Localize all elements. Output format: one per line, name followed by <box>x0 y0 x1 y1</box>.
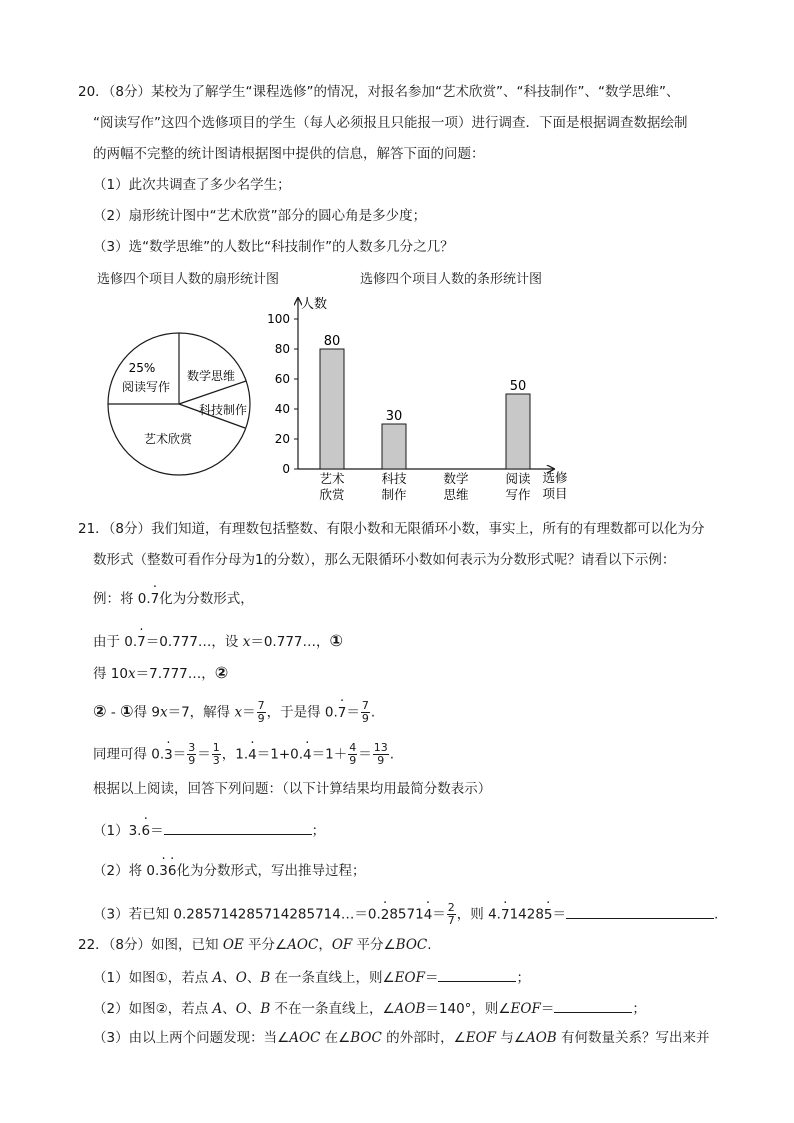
text: 由于 0. <box>93 634 138 650</box>
q21-text-line-2: 数形式（整数可看作分母为1的分数），那么无限循环小数如何表示为分数形式呢？请看以下示例： <box>93 552 676 568</box>
repeating-digit: · 5 <box>544 906 553 924</box>
denominator: 7 <box>447 914 455 927</box>
text: 同理可得 0. <box>93 746 165 763</box>
q20-text-line-1: 20．（8分）某校为了解学生“课程选修”的情况，对报名参加“艺术欣赏”、“科技制作”、“数学思维”、 <box>78 84 680 100</box>
q22-subquestion-1 <box>93 967 530 987</box>
pie-chart <box>95 325 270 485</box>
q21-example <box>93 590 254 608</box>
y-tick-label: 100 <box>267 312 290 326</box>
text: . <box>427 937 432 953</box>
text: 22．（8分）如图，已知 <box>78 937 223 953</box>
text: 化为分数形式， <box>159 591 254 607</box>
text: （2）将 0. <box>93 863 160 879</box>
q20-subquestion-3: （3）选“数学思维”的人数比“科技制作”的人数多几分之几？ <box>93 239 454 255</box>
pie-slice-label-reading: 阅读写作 <box>121 380 171 394</box>
q21-reading-prompt: 根据以上阅读，回答下列问题：（以下计算结果均用最简分数表示） <box>93 781 492 797</box>
circled-number-2: ② <box>214 663 229 682</box>
q20-text-line-2: “阅读写作”这四个选修项目的学生（每人必须报且只能报一项）进行调查．下面是根据调查数据绘制 <box>93 115 688 131</box>
x-axis-label-line-1: 选修 <box>542 470 568 485</box>
text: 得 10 <box>93 666 128 682</box>
text: 平分∠ <box>352 937 396 953</box>
text: 与∠ <box>496 1030 526 1046</box>
math-symbol: AOB <box>394 1001 426 1017</box>
text: 有何数量关系？写出来并 <box>556 1030 710 1046</box>
q20-subquestion-1: （1）此次共调查了多少名学生； <box>93 177 291 193</box>
repeating-digit: · 3 <box>164 746 173 764</box>
text: 在∠ <box>320 1030 351 1046</box>
fraction <box>373 742 389 767</box>
text: 例：将 0. <box>93 591 151 607</box>
x-category-label: 艺术 <box>319 471 345 486</box>
fraction <box>361 700 370 725</box>
bar-2 <box>382 424 406 469</box>
text: ＝ <box>424 970 439 986</box>
text: ＝ <box>358 746 372 763</box>
text: ＝1+0. <box>256 746 304 763</box>
q21-part-3 <box>93 902 718 927</box>
text: 、 <box>222 970 236 986</box>
text: . <box>714 906 719 923</box>
x-category-label: 写作 <box>505 487 531 502</box>
x-category-label: 阅读 <box>505 471 531 486</box>
pie-slice-label-tech: 科技制作 <box>198 403 248 417</box>
pie-slice-label-math: 数学思维 <box>186 369 236 383</box>
text: ＝7，解得 <box>167 704 235 721</box>
text: 、 <box>246 970 261 986</box>
point-label: A <box>212 970 223 986</box>
repeating-digit: · 7 <box>137 633 146 651</box>
repeating-digit: · 2 <box>381 906 390 924</box>
numerator: 13 <box>373 741 388 754</box>
text: 8571 <box>389 906 424 923</box>
denominator: 9 <box>257 712 265 725</box>
text: . <box>389 746 395 763</box>
math-symbol: OE <box>222 937 244 953</box>
q20-text-line-3: 的两幅不完整的统计图请根据图中提供的信息，解答下面的问题： <box>93 146 485 162</box>
math-symbol: AOC <box>287 937 319 953</box>
point-label: O <box>235 1001 247 1017</box>
answer-blank-3[interactable] <box>566 904 714 919</box>
answer-blank-q22-2[interactable] <box>554 998 632 1013</box>
point-label: O <box>235 970 247 986</box>
text: ，则 4. <box>456 906 501 923</box>
variable-x: x <box>242 634 251 650</box>
x-category-label: 制作 <box>381 487 407 502</box>
numerator: 7 <box>257 699 265 712</box>
math-symbol: OF <box>331 937 353 953</box>
numerator: 3 <box>188 741 196 754</box>
denominator: 9 <box>349 754 357 767</box>
denominator: 3 <box>212 754 220 767</box>
denominator: 9 <box>377 754 385 767</box>
bar-data-label: 50 <box>509 379 527 394</box>
q22-subquestion-3 <box>93 1029 710 1047</box>
repeating-digit: · 7 <box>338 704 347 722</box>
repeating-digit: · 6 <box>141 822 150 840</box>
repeating-digit: · 4 <box>424 906 433 924</box>
numerator: 1 <box>212 741 220 754</box>
y-tick-label: 0 <box>282 462 290 476</box>
point-label: B <box>260 970 271 986</box>
pie-slice-label-art: 艺术欣赏 <box>143 432 193 446</box>
q21-step-4 <box>93 742 394 767</box>
text: ＝ <box>242 704 256 721</box>
text: （2）如图②，若点 <box>93 1001 213 1017</box>
variable-x: x <box>234 704 243 721</box>
q21-step-2 <box>93 664 228 683</box>
text: ； <box>311 823 326 839</box>
text: （3）若已知 0.285714285714285714…＝0. <box>93 906 381 923</box>
bar-data-label: 30 <box>385 409 403 424</box>
math-symbol: AOB <box>525 1030 557 1046</box>
text: 得 9 <box>133 704 160 721</box>
text: ＝0.777…，设 <box>145 634 243 650</box>
x-axis-label-line-2: 项目 <box>542 486 568 501</box>
text: ； <box>516 970 530 986</box>
denominator: 9 <box>188 754 196 767</box>
q21-text-line-1: 21．（8分）我们知道，有理数包括整数、有限小数和无限循环小数，事实上，所有的有理数都可以化为分 <box>78 521 705 537</box>
q22-subquestion-2 <box>93 998 646 1018</box>
text: ＝0.777…， <box>250 634 330 650</box>
repeating-digit: · 3 <box>159 862 168 880</box>
math-symbol: AOC <box>289 1030 321 1046</box>
math-symbol: EOF <box>394 970 425 986</box>
text: 、 <box>222 1001 236 1017</box>
fraction <box>212 742 221 767</box>
repeating-digit: · 7 <box>501 906 510 924</box>
q21-part-1 <box>93 820 325 840</box>
circled-number-1: ① <box>120 701 134 721</box>
y-tick-label: 60 <box>274 372 290 386</box>
bar-4 <box>506 394 530 469</box>
q20-subquestion-2: （2）扇形统计图中“艺术欣赏”部分的圆心角是多少度； <box>93 208 427 224</box>
text: ＝140°，则∠ <box>425 1001 511 1017</box>
text: ，1. <box>221 746 249 763</box>
text: （1）如图①，若点 <box>93 970 213 986</box>
y-tick-label: 20 <box>274 432 290 446</box>
numerator: 2 <box>447 901 455 914</box>
fraction <box>257 700 266 725</box>
text: - <box>106 704 121 721</box>
text: ＝7.777…， <box>135 666 215 682</box>
text: 1428 <box>509 906 544 923</box>
x-category-label: 科技 <box>381 471 407 486</box>
pie-chart-title: 选修四个项目人数的扇形统计图 <box>97 272 280 287</box>
text: ， <box>318 937 332 953</box>
repeating-digit: · 4 <box>248 746 257 764</box>
text: ； <box>632 1001 646 1017</box>
text: ＝ <box>540 1001 555 1017</box>
pie-slice-value-reading: 25% <box>128 361 156 375</box>
text: 、 <box>246 1001 261 1017</box>
text: 的外部时，∠ <box>381 1030 466 1046</box>
text: ＝ <box>150 823 164 839</box>
denominator: 9 <box>361 712 369 725</box>
math-symbol: BOC <box>350 1030 382 1046</box>
variable-x: x <box>159 704 168 721</box>
text: 化为分数形式，写出推导过程； <box>176 863 366 879</box>
text: 平分∠ <box>243 937 288 953</box>
q22-text-line-1 <box>78 936 432 954</box>
text: 不在一条直线上，∠ <box>270 1001 395 1017</box>
text: （3）由以上两个问题发现：当∠ <box>93 1030 290 1046</box>
fraction <box>447 902 456 927</box>
bar-chart-title: 选修四个项目人数的条形统计图 <box>360 272 543 287</box>
math-symbol: EOF <box>510 1001 541 1017</box>
bar-1 <box>320 349 344 469</box>
text: ＝ <box>432 906 446 923</box>
y-tick-label: 40 <box>274 402 290 416</box>
repeating-digit: · 6 <box>168 862 177 880</box>
answer-blank-1[interactable] <box>164 820 312 835</box>
x-category-label: 欣赏 <box>319 487 345 502</box>
q21-step-3 <box>93 700 375 725</box>
x-category-label: 思维 <box>443 487 469 502</box>
fraction <box>187 742 196 767</box>
fraction <box>348 742 357 767</box>
text: ＝ <box>552 906 567 923</box>
text: 在一条直线上，则∠ <box>270 970 395 986</box>
text: . <box>370 704 376 721</box>
text: ，于是得 0. <box>266 704 338 721</box>
math-symbol: EOF <box>465 1030 497 1046</box>
point-label: A <box>212 1001 223 1017</box>
circled-number-2: ② <box>93 701 107 721</box>
numerator: 4 <box>349 741 357 754</box>
bar-data-label: 80 <box>323 334 341 349</box>
point-label: B <box>260 1001 271 1017</box>
variable-x: x <box>127 666 136 682</box>
answer-blank-q22-1[interactable] <box>438 967 516 982</box>
repeating-digit: · 7 <box>151 590 160 608</box>
y-tick-label: 80 <box>274 342 290 356</box>
circled-number-1: ① <box>329 631 344 650</box>
x-category-label: 数学 <box>443 471 469 486</box>
text: ＝ <box>346 704 360 721</box>
q21-step-1 <box>93 632 343 651</box>
text: ＝ <box>197 746 211 763</box>
q21-part-2 <box>93 862 365 880</box>
bar-chart <box>267 290 590 510</box>
numerator: 7 <box>361 699 369 712</box>
y-axis-label: 人数 <box>300 297 328 312</box>
text: ＝1＋ <box>311 746 348 763</box>
text: ＝ <box>172 746 187 763</box>
math-symbol: BOC <box>395 937 428 953</box>
text: （1）3. <box>93 823 142 839</box>
repeating-digit: · 4 <box>303 746 312 764</box>
